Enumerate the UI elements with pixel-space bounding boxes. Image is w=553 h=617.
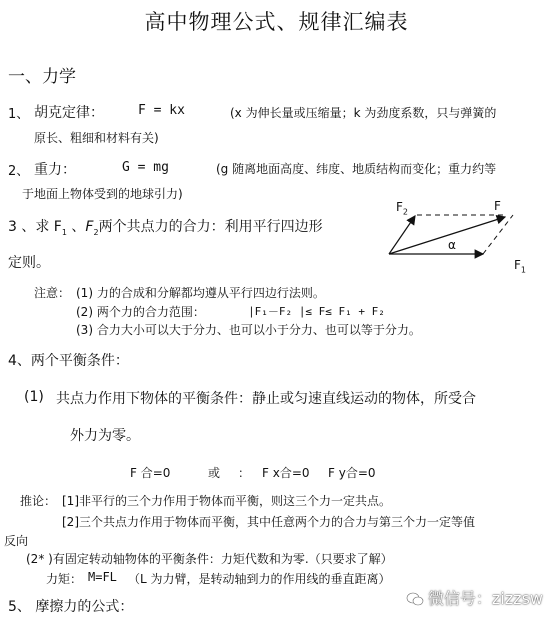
item5-heading: 5、 摩擦力的公式： bbox=[8, 599, 134, 615]
inference-1: [1]非平行的三个力作用于物体而平衡，则这三个力一定共点。 bbox=[62, 494, 392, 508]
vector-f2-arrow bbox=[389, 216, 415, 254]
item4-p1-line1: 共点力作用下物体的平衡条件：静止或匀速直线运动的物体，所受合 bbox=[56, 391, 476, 407]
wechat-watermark: 微信号：zizzsw bbox=[406, 586, 543, 609]
note-2-range: ∣F₁－F₂ ∣≤ F≤ F₁ + F₂ bbox=[248, 305, 385, 318]
note-heading: 注意： bbox=[34, 286, 71, 300]
item3-sub-1: 1 bbox=[61, 227, 67, 237]
note-1: (1) 力的合成和分解都均遵从平行四边行法则。 bbox=[76, 286, 325, 300]
item3-text-a: 3 、求 F bbox=[8, 219, 62, 235]
item1-name: 胡克定律： bbox=[34, 105, 104, 121]
item2-formula: G = mg bbox=[122, 160, 169, 175]
item2-number: 2、 bbox=[8, 164, 30, 179]
item2-note-line2: 于地面上物体受到的地球引力) bbox=[22, 187, 183, 201]
item3-text-d: 两个共点力的合力：利用平行四边形 bbox=[98, 219, 323, 235]
item4-p2-line: (2* )有固定转动轴物体的平衡条件：力矩代数和为零.（只要求了解） bbox=[26, 552, 393, 566]
label-alpha: α bbox=[448, 238, 456, 252]
label-f2: $F_2$ bbox=[396, 200, 408, 217]
item3-line2: 定则。 bbox=[8, 255, 50, 271]
label-f-resultant: F bbox=[494, 199, 501, 213]
item3-text-c: F bbox=[85, 219, 94, 235]
equilibrium-colon: ： bbox=[238, 466, 251, 480]
vector-resultant-arrow bbox=[389, 217, 505, 254]
item3-text-b: 、 bbox=[66, 219, 86, 235]
item2-note-line1: (g 随离地面高度、纬度、地质结构而变化；重力约等 bbox=[216, 162, 497, 176]
item4-p1-line2: 外力为零。 bbox=[70, 428, 140, 444]
item2-name: 重力： bbox=[34, 162, 76, 178]
item3-sub-2: 2 bbox=[93, 227, 99, 237]
item1-number: 1、 bbox=[8, 107, 30, 122]
moment-label: 力矩： bbox=[46, 572, 83, 586]
inference-2: [2]三个共点力作用于物体而平衡，其中任意两个力的合力与第三个力一定等值 bbox=[62, 515, 476, 529]
equilibrium-eq3: F y合=0 bbox=[328, 466, 376, 480]
equilibrium-eq1: F 合=0 bbox=[130, 466, 171, 480]
item1-note-line2: 原长、粗细和材料有关) bbox=[34, 131, 159, 145]
item4-p1-number: (1) bbox=[24, 389, 44, 405]
item1-formula: F = kx bbox=[138, 103, 185, 118]
equilibrium-or: 或 bbox=[208, 466, 221, 480]
moment-formula: M=FL bbox=[88, 570, 117, 584]
wechat-icon bbox=[406, 592, 424, 606]
label-f1: $F_1$ bbox=[514, 258, 526, 275]
inference-heading: 推论： bbox=[20, 494, 57, 508]
item3-line1 bbox=[8, 216, 323, 237]
dashed-right-edge bbox=[483, 215, 513, 254]
note-2-label: (2) 两个力的合力范围： bbox=[76, 305, 205, 319]
moment-note: （L 为力臂，是转动轴到力的作用线的垂直距离） bbox=[128, 572, 391, 586]
document-title: 高中物理公式、规律汇编表 bbox=[144, 10, 409, 34]
section-heading-mechanics: 一、力学 bbox=[8, 67, 76, 87]
item4-heading: 4、两个平衡条件： bbox=[8, 353, 129, 369]
inference-2-cont: 反向 bbox=[4, 534, 29, 548]
equilibrium-eq2: F x合=0 bbox=[262, 466, 310, 480]
note-3: (3) 合力大小可以大于分力、也可以小于分力、也可以等于分力。 bbox=[76, 323, 421, 337]
item1-note-line1: (x 为伸长量或压缩量；k 为劲度系数，只与弹簧的 bbox=[230, 106, 497, 120]
